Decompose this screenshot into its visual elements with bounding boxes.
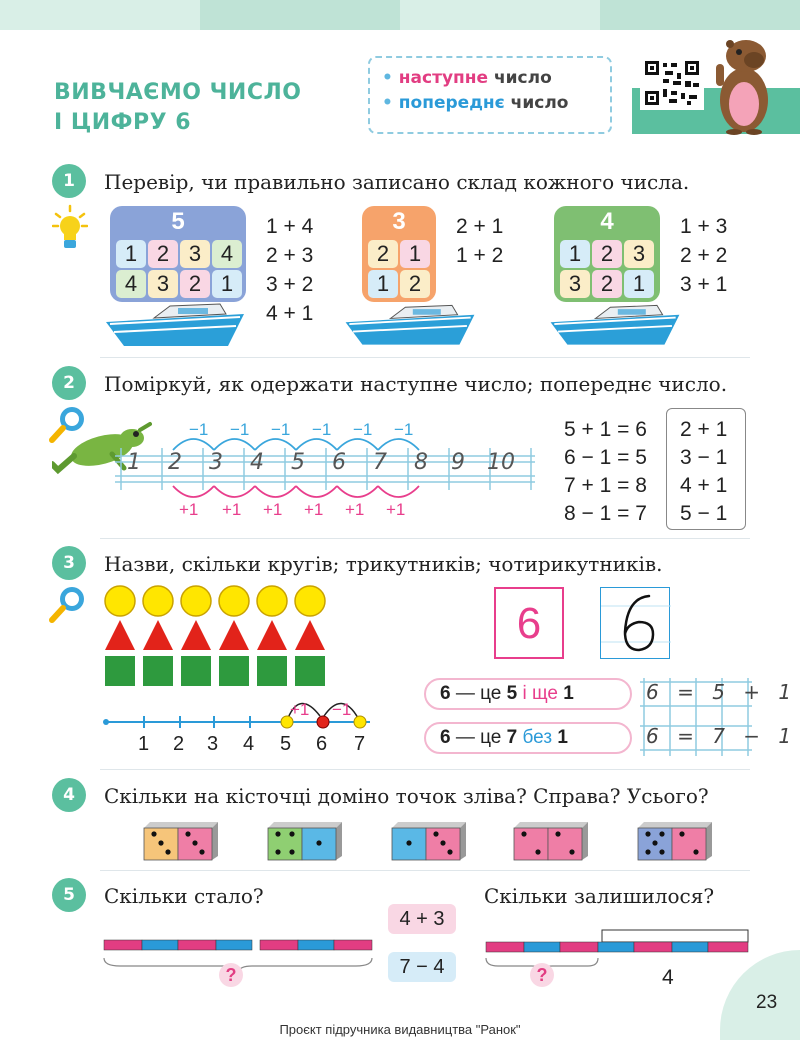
axis-number: 3	[207, 733, 219, 755]
expression-card: 4 + 3	[388, 904, 456, 934]
composition-card-5	[110, 206, 246, 302]
domino-tile	[510, 818, 590, 862]
card-number: 3	[392, 208, 406, 235]
boat-illustration	[340, 300, 480, 350]
plus-label: +1	[263, 500, 283, 519]
shapes-group	[102, 584, 342, 688]
plus-label: +1	[179, 500, 199, 519]
top-bar-segment	[600, 0, 800, 30]
capybara-mascot-icon	[714, 36, 776, 136]
digit-cell: 2	[400, 270, 430, 298]
qr-code-icon[interactable]	[640, 56, 704, 110]
axis-number: 6	[316, 733, 328, 755]
task-number-badge: 3	[52, 546, 86, 580]
expression-card: 7 − 4	[388, 952, 456, 982]
task-number-badge: 1	[52, 164, 86, 198]
line-number: 8	[414, 450, 428, 475]
page-number: 23	[756, 992, 778, 1013]
domino-tile	[140, 818, 220, 862]
printed-digit-box: 6	[494, 587, 564, 659]
domino-tile	[264, 818, 344, 862]
line-number: 1	[127, 450, 141, 475]
digit-cell: 4	[212, 240, 242, 268]
task-number-badge: 5	[52, 878, 86, 912]
handwritten-equation: 6 = 5 + 1	[646, 680, 798, 704]
task-1-text: Перевір, чи правильно записано склад кожного числа.	[104, 170, 690, 194]
info-item-next: • наступне число	[382, 68, 552, 88]
digit-cell: 2	[180, 270, 210, 298]
minus-label: −1	[394, 420, 414, 439]
info-item-previous: • попереднє число	[382, 93, 569, 113]
composition-card-4	[554, 206, 660, 302]
composition-expr: 1 + 3	[680, 215, 728, 238]
digit-cell: 2	[148, 240, 178, 268]
number-line-labels	[115, 450, 535, 490]
equation: 5 + 1 = 6	[564, 418, 647, 441]
digit-cell: 3	[624, 240, 654, 268]
section-divider	[100, 357, 750, 358]
digit-cell: 1	[116, 240, 146, 268]
domino-tile	[634, 818, 714, 862]
box-expression: 4 + 1	[680, 474, 728, 497]
composition-expr: 2 + 2	[680, 244, 728, 267]
footer-text: Проєкт підручника видавництва "Ранок"	[279, 1022, 521, 1037]
script-digit-box	[600, 587, 670, 659]
question-badge: ?	[530, 963, 554, 987]
card-number: 5	[171, 208, 185, 235]
digit-cell: 2	[592, 270, 622, 298]
digit-cell: 3	[148, 270, 178, 298]
plus-labels	[115, 500, 535, 524]
line-number: 10	[487, 450, 515, 475]
digit-cell: 2	[592, 240, 622, 268]
task-2-text: Поміркуй, як одержати наступне число; попереднє число.	[104, 372, 728, 396]
line-number: 2	[168, 450, 182, 475]
axis-number: 5	[280, 733, 292, 755]
page-title	[54, 78, 301, 138]
equation: 8 − 1 = 7	[564, 502, 647, 525]
composition-expr: 1 + 2	[456, 244, 504, 267]
line-number: 6	[332, 450, 346, 475]
digit-cell: 4	[116, 270, 146, 298]
digit-cell: 1	[368, 270, 398, 298]
segment-diagram-right	[484, 926, 754, 976]
plus-label: +1	[386, 500, 406, 519]
digit-cell: 3	[180, 240, 210, 268]
task-5-text-right: Скільки залишилося?	[484, 884, 715, 908]
task-number-badge: 4	[52, 778, 86, 812]
line-number: 4	[250, 450, 264, 475]
known-value: 4	[662, 966, 674, 989]
card-number: 4	[600, 208, 614, 235]
line-number: 9	[451, 450, 465, 475]
composition-expr: 3 + 1	[680, 273, 728, 296]
top-bar-segment	[0, 0, 200, 30]
box-expression: 3 − 1	[680, 446, 728, 469]
top-bar-segment	[400, 0, 600, 30]
axis-number: 4	[243, 733, 255, 755]
top-bar-segment	[200, 0, 400, 30]
title-line-1: ВИВЧАЄМО ЧИСЛО	[54, 80, 302, 105]
digit-cell: 1	[560, 240, 590, 268]
composition-expr: 1 + 4	[266, 215, 314, 238]
task-number-badge: 2	[52, 366, 86, 400]
box-expression: 2 + 1	[680, 418, 728, 441]
composition-expr: 2 + 1	[456, 215, 504, 238]
plus-label: +1	[222, 500, 242, 519]
minus-label: −1	[271, 420, 291, 439]
handwritten-equation: 6 = 7 − 1	[646, 724, 798, 748]
minus-label: −1	[230, 420, 250, 439]
digit-cell: 1	[212, 270, 242, 298]
arc-label-plus: +1	[290, 700, 310, 719]
line-number: 5	[291, 450, 305, 475]
info-box	[368, 56, 612, 134]
section-divider	[100, 769, 750, 770]
axis-number: 1	[138, 733, 150, 755]
equation: 7 + 1 = 8	[564, 474, 647, 497]
question-badge: ?	[219, 963, 243, 987]
equation: 6 − 1 = 5	[564, 446, 647, 469]
plus-label: +1	[304, 500, 324, 519]
arc-label-minus: −1	[332, 700, 352, 719]
magnifier-icon	[48, 584, 88, 624]
digit-cell: 1	[400, 240, 430, 268]
digit-cell: 3	[560, 270, 590, 298]
composition-card-3	[362, 206, 436, 302]
plus-label: +1	[345, 500, 365, 519]
boat-illustration	[100, 300, 250, 350]
box-expression: 5 − 1	[680, 502, 728, 525]
task-5-text-left: Скільки стало?	[104, 884, 264, 908]
composition-expr: 4 + 1	[266, 302, 314, 325]
minus-label: −1	[353, 420, 373, 439]
minus-label: −1	[312, 420, 332, 439]
section-divider	[100, 870, 750, 871]
boat-illustration	[545, 300, 685, 350]
composition-expr: 3 + 2	[266, 273, 314, 296]
composition-pill: 6 — це 5 і ще 1	[424, 678, 632, 710]
line-number: 3	[209, 450, 223, 475]
digit-cell: 2	[368, 240, 398, 268]
task-3-text: Назви, скільки кругів; трикутників; чотирикутників.	[104, 552, 663, 576]
composition-pill: 6 — це 7 без 1	[424, 722, 632, 754]
task-4-text: Скільки на кісточці доміно точок зліва? Справа? Усього?	[104, 784, 709, 808]
section-divider	[100, 538, 750, 539]
axis-number: 7	[354, 733, 366, 755]
minus-label: −1	[189, 420, 209, 439]
axis-number: 2	[173, 733, 185, 755]
composition-expr: 2 + 3	[266, 244, 314, 267]
digit-cell: 1	[624, 270, 654, 298]
domino-tile	[388, 818, 468, 862]
title-line-2: І ЦИФРУ 6	[54, 110, 192, 135]
line-number: 7	[373, 450, 387, 475]
lightbulb-icon	[52, 204, 88, 250]
minus-labels	[115, 420, 535, 444]
